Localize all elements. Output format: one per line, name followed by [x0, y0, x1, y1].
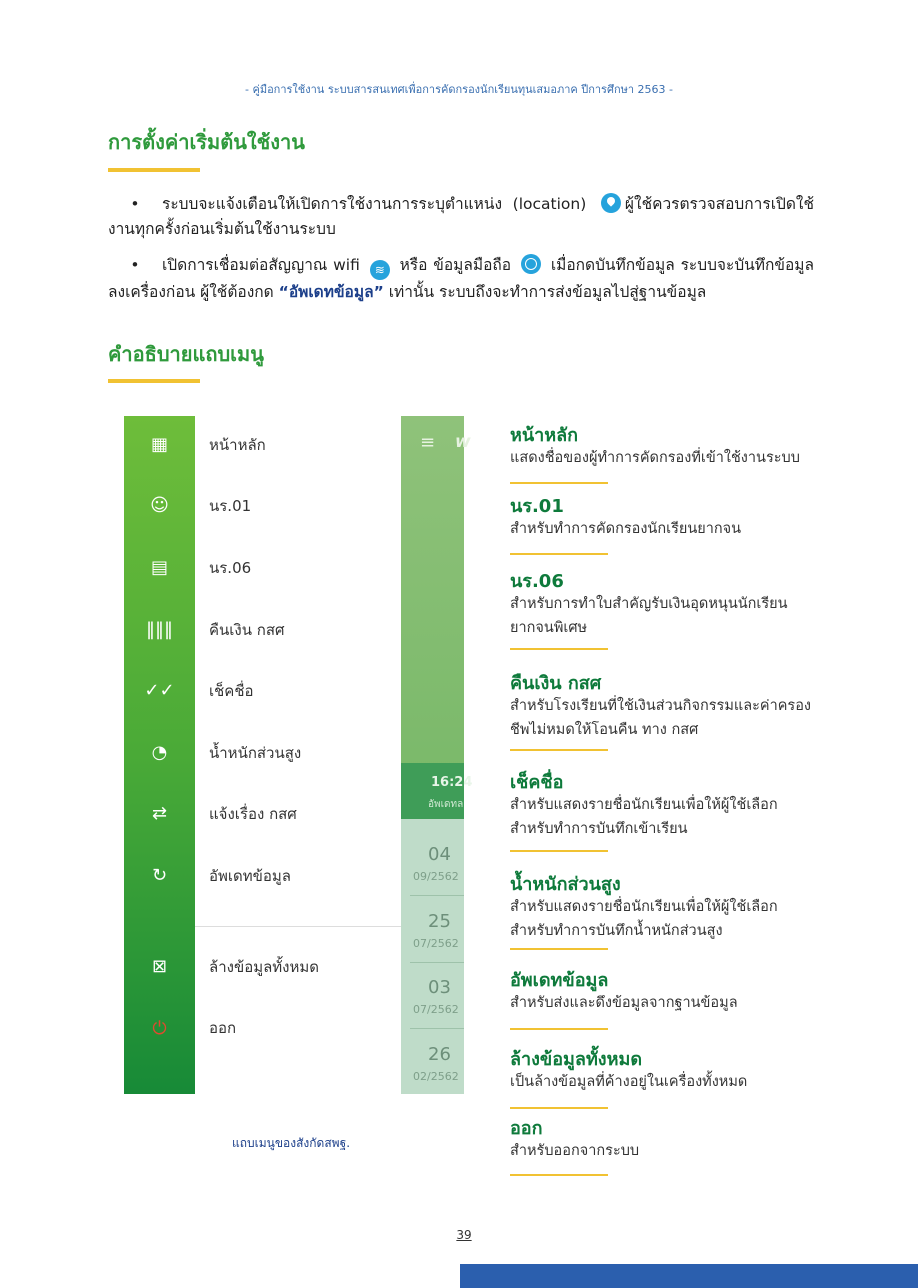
p1-text-2: ผู้ใช้ควรตรวจสอบการเปิดใช้งานทุกครั้งก่อนเริ่มต้นใช้งานระบบ	[108, 195, 814, 238]
menu-item-report[interactable]: แจ้งเรื่อง กสศ	[209, 805, 297, 823]
p2-text-3: เมื่อกดบันทึกข้อมูล ระบบจะบันทึกข้อมูลลงเครื่องก่อน ผู้ใช้ต้องกด	[108, 256, 814, 301]
p2-text-1: เปิดการเชื่อมต่อสัญญาณ wifi	[162, 256, 360, 274]
desc-underline	[510, 948, 608, 950]
desc-title-clear-all: ล้างข้อมูลทั้งหมด	[510, 1049, 643, 1070]
double-check-icon: ✓✓	[144, 680, 175, 701]
desc-title-logout: ออก	[510, 1118, 543, 1139]
menu-item-nr01[interactable]: นร.01	[209, 497, 252, 515]
desc-underline	[510, 648, 608, 650]
barcode-icon: ‖‖‖	[146, 619, 173, 640]
desc-text-weight-height: สำหรับแสดงรายชื่อนักเรียนเพื่อให้ผู้ใช้เลือกสำหรับทำการบันทึกน้ำหนักส่วนสูง	[510, 899, 778, 939]
bullet: •	[130, 195, 140, 213]
document-icon: ▤	[150, 557, 168, 578]
stopwatch-icon: ◔	[151, 742, 168, 763]
desc-underline	[510, 1174, 608, 1176]
list-item-date: 02/2562	[413, 1070, 459, 1083]
desc-text-attendance: สำหรับแสดงรายชื่อนักเรียนเพื่อให้ผู้ใช้เลือกสำหรับทำการบันทึกเข้าเรียน	[510, 797, 778, 837]
p2-text-2: หรือ ข้อมูลมือถือ	[399, 256, 512, 274]
list-separator	[410, 962, 464, 963]
app-time: 16:24	[431, 775, 473, 790]
grid-icon: ▦	[150, 434, 168, 455]
desc-title-update: อัพเดทข้อมูล	[510, 970, 609, 991]
smiley-icon: ☺	[150, 495, 169, 516]
desc-underline	[510, 482, 608, 484]
p2-text-4: เท่านั้น ระบบถึงจะทำการส่งข้อมูลไปสู่ฐานข้อมูล	[388, 283, 707, 301]
swap-icon: ⇄	[151, 803, 168, 824]
desc-text-nr01: สำหรับทำการคัดกรองนักเรียนยากจน	[510, 521, 742, 537]
p2-bold-update: “อัพเดทข้อมูล”	[278, 283, 384, 301]
desc-title-attendance: เช็คชื่อ	[510, 772, 564, 793]
desc-text-clear-all: เป็นล้างข้อมูลที่ค้างอยู่ในเครื่องทั้งหมด	[510, 1074, 748, 1090]
figure-caption: แถบเมนูของสังกัดสพฐ.	[232, 1136, 351, 1150]
app-subtitle: อัพเดทล	[428, 799, 464, 810]
desc-text-nr06: สำหรับการทำใบสำคัญรับเงินอุดหนุนนักเรียนยากจนพิเศษ	[510, 596, 788, 636]
running-header: - คู่มือการใช้งาน ระบบสารสนเทศเพื่อการคัดกรองนักเรียนทุนเสมอภาค ปีการศึกษา 2563 -	[245, 83, 673, 96]
hamburger-icon[interactable]: ≡	[420, 432, 436, 453]
list-item-day: 04	[428, 844, 451, 865]
power-icon: ⏻	[152, 1018, 167, 1039]
list-item-date: 09/2562	[413, 870, 459, 883]
desc-underline	[510, 1028, 608, 1030]
list-item-day: 26	[428, 1044, 451, 1065]
desc-title-nr06: นร.06	[510, 571, 564, 592]
globe-icon	[521, 254, 541, 274]
desc-text-home: แสดงชื่อของผู้ทำการคัดกรองที่เข้าใช้งานระบบ	[510, 450, 800, 466]
desc-text-logout: สำหรับออกจากระบบ	[510, 1143, 640, 1159]
page-number: 39	[456, 1228, 472, 1242]
section-title-menu: คำอธิบายแถบเมนู	[108, 342, 264, 366]
p1-text-1: ระบบจะแจ้งเตือนให้เปิดการใช้งานการระบุตำแหน่ง (location)	[162, 195, 587, 213]
menu-item-attendance[interactable]: เช็คชื่อ	[209, 682, 254, 700]
menu-item-weight-height[interactable]: น้ำหนักส่วนสูง	[209, 744, 302, 762]
paragraph-connection	[108, 253, 814, 305]
list-item-day: 25	[428, 911, 451, 932]
desc-underline	[510, 749, 608, 751]
section-underline	[108, 379, 200, 383]
desc-underline	[510, 1107, 608, 1109]
section-underline	[108, 168, 200, 172]
menu-item-home[interactable]: หน้าหลัก	[209, 436, 266, 454]
paragraph-location	[108, 192, 814, 242]
list-separator	[410, 1028, 464, 1029]
desc-text-refund: สำหรับโรงเรียนที่ใช้เงินส่วนกิจกรรมและค่าครองชีพไม่หมดให้โอนคืน ทาง กสศ	[510, 698, 812, 738]
bullet: •	[130, 256, 140, 274]
footer-bar	[460, 1264, 918, 1288]
desc-underline	[510, 850, 608, 852]
sync-icon: ↻	[151, 865, 168, 886]
section-title-setup: การตั้งค่าเริ่มต้นใช้งาน	[108, 130, 305, 154]
desc-title-home: หน้าหลัก	[510, 425, 579, 446]
list-separator	[410, 895, 464, 896]
list-item-date: 07/2562	[413, 1003, 459, 1016]
list-item-date: 07/2562	[413, 937, 459, 950]
menu-item-clear-all[interactable]: ล้างข้อมูลทั้งหมด	[209, 958, 320, 976]
desc-underline	[510, 553, 608, 555]
desc-text-update: สำหรับส่งและดึงข้อมูลจากฐานข้อมูล	[510, 995, 738, 1011]
app-title-fragment: w	[455, 432, 471, 452]
menu-item-logout[interactable]: ออก	[209, 1019, 237, 1037]
desc-title-weight-height: น้ำหนักส่วนสูง	[510, 874, 621, 895]
menu-divider	[195, 926, 401, 927]
desc-title-nr01: นร.01	[510, 496, 564, 517]
menu-item-update[interactable]: อัพเดทข้อมูล	[209, 867, 291, 885]
menu-item-nr06[interactable]: นร.06	[209, 559, 252, 577]
location-pin-icon	[601, 193, 621, 213]
wifi-icon: ≋	[370, 260, 390, 280]
list-item-day: 03	[428, 977, 451, 998]
menu-item-refund[interactable]: คืนเงิน กสศ	[209, 621, 285, 639]
delete-icon: ⊠	[151, 956, 168, 977]
desc-title-refund: คืนเงิน กสศ	[510, 673, 602, 694]
